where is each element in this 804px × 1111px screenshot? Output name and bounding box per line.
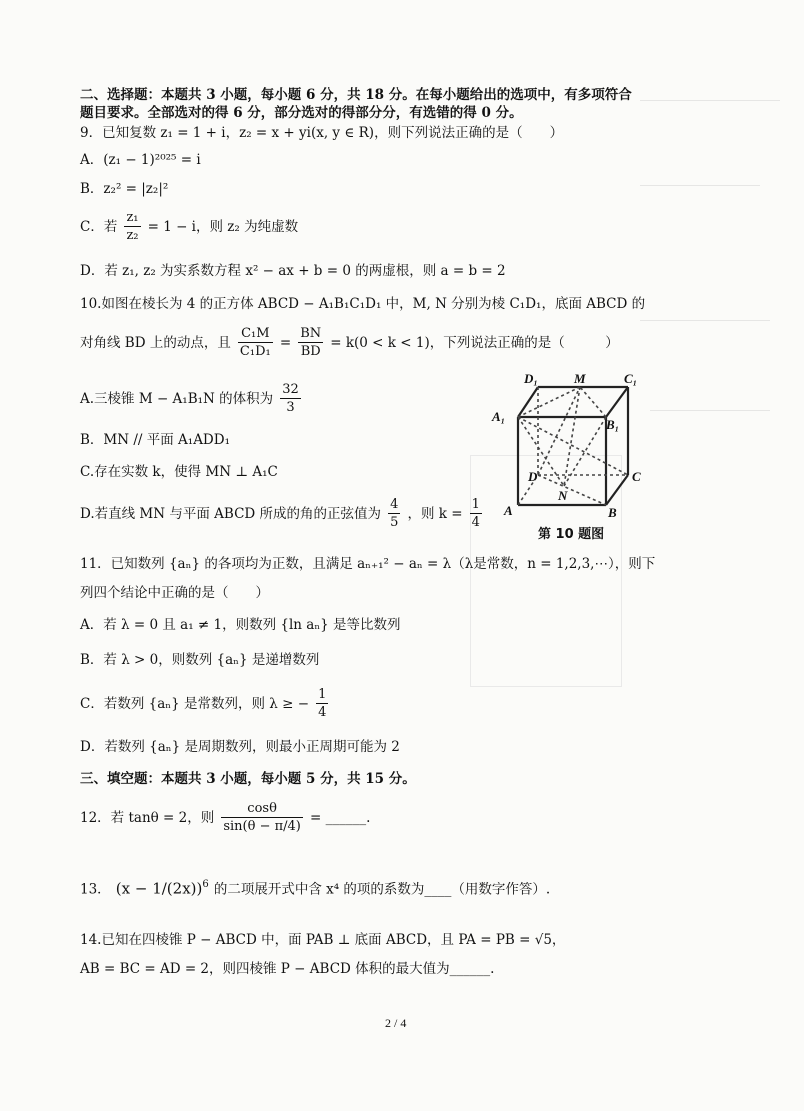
q10-stem-line1: 10.如图在棱长为 4 的正方体 ABCD − A₁B₁C₁D₁ 中，M, N 分别为棱 C₁D₁，底面 ABCD 的	[80, 296, 646, 312]
q12-den: sin(θ − π/4)	[223, 819, 301, 834]
q14-line1: 14.已知在四棱锥 P − ABCD 中，面 PAB ⊥ 底面 ABCD，且 PA = PB = √5，	[80, 932, 566, 948]
q9-c-den: z₂	[126, 228, 139, 243]
edge-b1-c1	[606, 387, 628, 417]
page-number: 2 / 4	[385, 1016, 407, 1030]
q10-a-frac	[280, 381, 301, 416]
label-n: N	[558, 488, 568, 503]
seg-d-m	[538, 387, 580, 475]
q10-d-frac2	[470, 496, 482, 531]
q12-frac	[221, 800, 303, 835]
q10-d-num: 4	[390, 497, 399, 512]
q9-option-c	[80, 209, 298, 244]
q10-a-text: A.三棱锥 M − A₁B₁N 的体积为	[80, 391, 274, 407]
q13-number: 13．	[80, 881, 111, 898]
q10-stem-suffix: = k(0 < k < 1)，下列说法正确的是（ ）	[330, 335, 619, 351]
q9-c-suffix: = 1 − i，则 z₂ 为纯虚数	[147, 219, 299, 235]
q11-c-prefix: C．若数列 {aₙ} 是常数列，则 λ ≥ −	[80, 696, 310, 712]
q14-line2: AB = BC = AD = 2，则四棱锥 P − ABCD 体积的最大值为______.	[80, 961, 495, 977]
q13-base: (x − 1/(2x))	[115, 879, 203, 898]
q12-suffix: = ______.	[309, 810, 371, 826]
figure-caption: 第 10 题图	[538, 527, 605, 542]
q10-d-frac	[388, 496, 400, 531]
q10-d-mid: ，则 k =	[407, 506, 463, 522]
q10-frac2-num: BN	[300, 326, 322, 341]
q11-stem-line1: 11．已知数列 {aₙ} 的各项均为正数，且满足 aₙ₊₁² − aₙ = λ（λ是常数，n = 1,2,3,⋯），则下	[80, 556, 656, 572]
q10-frac1-den: C₁D₁	[239, 344, 271, 359]
section2-header-line2: 题目要求。全部选对的得 6 分，部分选对的得部分分，有选错的得 0 分。	[80, 105, 523, 121]
q10-option-b: B．MN // 平面 A₁ADD₁	[80, 432, 230, 448]
q10-d-den: 5	[390, 515, 399, 530]
section3-header: 三、填空题：本题共 3 小题，每小题 5 分，共 15 分。	[80, 771, 416, 787]
q10-a-den: 3	[286, 400, 295, 415]
seg-m-n	[564, 387, 580, 486]
q12-prefix: 12．若 tanθ = 2，则	[80, 810, 215, 826]
label-a1: A₁	[492, 409, 506, 424]
seg-b1-m	[580, 387, 606, 417]
q10-d-prefix: D.若直线 MN 与平面 ABCD 所成的角的正弦值为	[80, 506, 382, 522]
diag-d-b	[538, 475, 606, 505]
q9-c-fraction	[124, 209, 140, 244]
q9-option-d: D．若 z₁, z₂ 为实系数方程 x² − ax + b = 0 的两虚根，则 a = b = 2	[80, 263, 506, 279]
q12-num: cosθ	[221, 800, 303, 818]
bleed-through-marks	[640, 90, 790, 790]
edge-a1-d1	[518, 387, 538, 417]
edge-b-c	[606, 475, 628, 505]
q11-option-d: D．若数列 {aₙ} 是周期数列，则最小正周期可能为 2	[80, 739, 400, 755]
q11-option-b: B．若 λ > 0，则数列 {aₙ} 是递增数列	[80, 652, 320, 668]
q10-option-d	[80, 496, 484, 531]
label-m: M	[574, 371, 586, 386]
label-b: B	[608, 505, 617, 520]
q9-c-num: z₁	[126, 210, 139, 225]
q10-eq: =	[279, 335, 292, 351]
label-a: A	[504, 503, 513, 518]
label-d1: D₁	[524, 371, 538, 386]
section2-header-line1: 二、选择题：本题共 3 小题，每小题 6 分，共 18 分。在每小题给出的选项中，有多项符合	[80, 87, 632, 103]
q11-option-c	[80, 686, 330, 721]
q9-option-a: A．(z₁ − 1)²⁰²⁵ = i	[80, 152, 201, 168]
q10-stem-prefix: 对角线 BD 上的动点，且	[80, 335, 231, 351]
cube-figure	[488, 365, 650, 525]
q11-c-den: 4	[318, 705, 327, 720]
q10-stem-line2	[80, 325, 619, 360]
q10-frac1	[238, 325, 273, 360]
label-d: D	[528, 469, 538, 484]
q13-exp: 6	[202, 879, 209, 890]
q10-d-den2: 4	[471, 515, 480, 530]
q10-option-a	[80, 381, 303, 416]
q11-c-num: 1	[318, 687, 327, 702]
q13	[80, 876, 550, 898]
label-b1: B₁	[606, 417, 620, 432]
q10-frac1-num: C₁M	[238, 325, 273, 343]
q11-stem-line2: 列四个结论中正确的是（ ）	[80, 585, 269, 601]
q10-d-num2: 1	[471, 497, 480, 512]
q9-stem: 9．已知复数 z₁ = 1 + i，z₂ = x + yi(x, y ∈ R)，则下列说法正确的是（ ）	[80, 125, 564, 141]
label-c: C	[632, 469, 641, 484]
q13-suffix: 的二项展开式中含 x⁴ 的项的系数为____（用数字作答）.	[213, 881, 551, 898]
q10-frac2-den: BD	[300, 344, 321, 359]
q9-c-prefix: C．若	[80, 219, 118, 235]
q12	[80, 800, 370, 835]
q9-option-b: B．z₂² = |z₂|²	[80, 181, 169, 197]
q10-option-c: C.存在实数 k，使得 MN ⊥ A₁C	[80, 464, 278, 480]
q10-frac2	[298, 325, 323, 360]
q11-c-frac	[316, 686, 328, 721]
q11-option-a: A．若 λ = 0 且 a₁ ≠ 1，则数列 {ln aₙ} 是等比数列	[80, 617, 401, 633]
q10-a-num: 32	[282, 382, 299, 397]
label-c1: C₁	[624, 371, 638, 386]
